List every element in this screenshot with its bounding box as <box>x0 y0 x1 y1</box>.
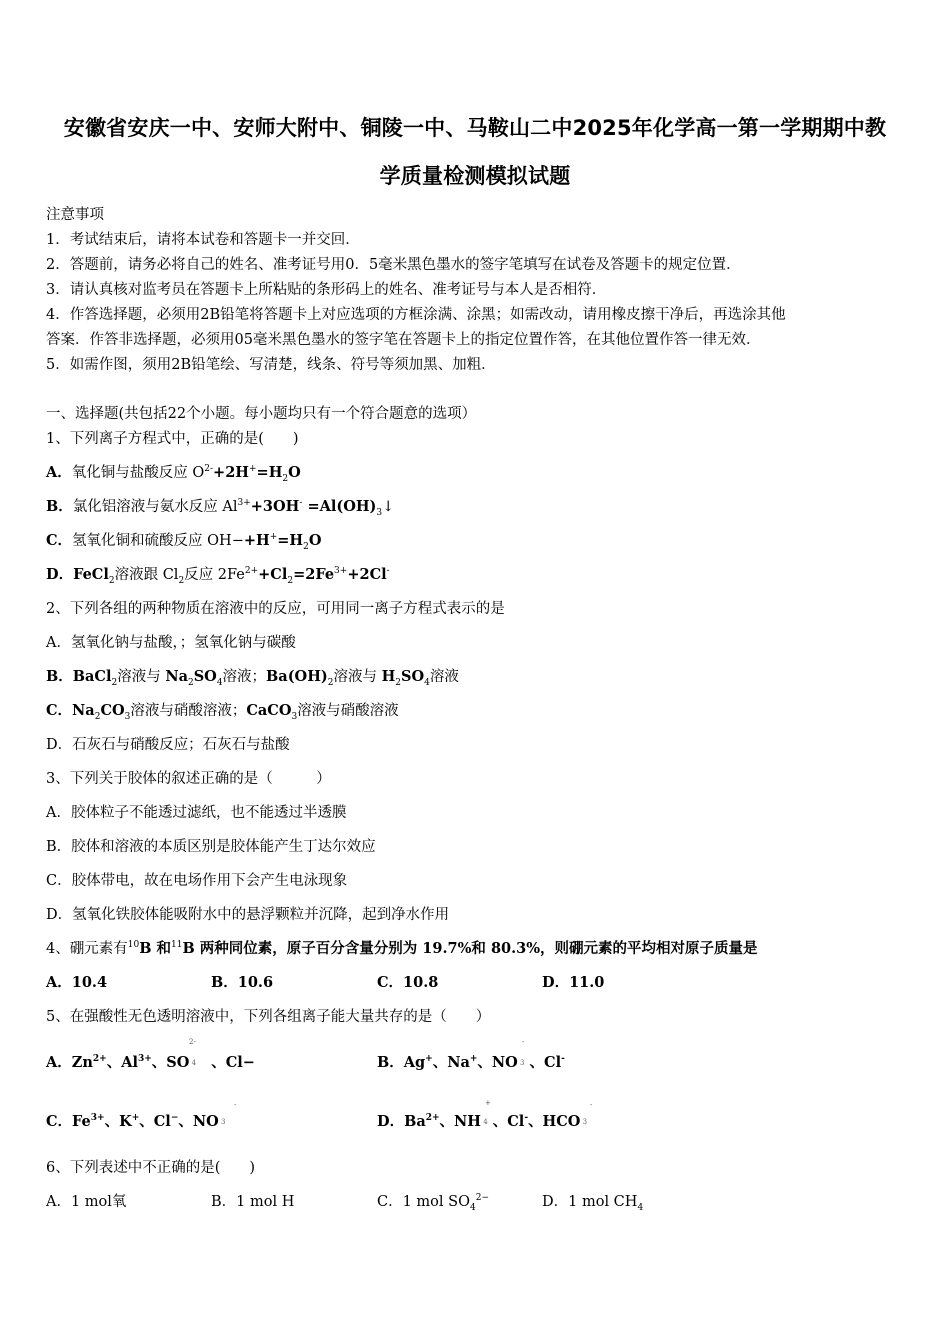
question-6-option-b: B．1 mol H <box>211 1194 295 1210</box>
so4-charge-mark: 2- <box>189 1038 196 1046</box>
question-4-stem: 4、硼元素有$^{10}$B 和$^{11}$B 两种同位素，原子百分含量分别为 19.7%和 80.3%，则硼元素的平均相对原子质量是 <box>46 940 758 957</box>
question-6-option-c: C．1 mol $SO_4^{2-}$ <box>377 1193 489 1213</box>
notice-item-3: 3．请认真核对监考员在答题卡上所粘贴的条形码上的姓名、准考证号与本人是否相符． <box>46 282 607 298</box>
notice-item-5: 答案．作答非选择题，必须用05毫米黑色墨水的签字笔在答题卡上的指定位置作答，在其他位置作答一律无效． <box>46 332 761 348</box>
question-6-option-a: A．1 mol氧 <box>46 1194 127 1210</box>
question-5-option-b: B．Ag+、Na+、NO 3 、Cl- <box>377 1054 565 1071</box>
question-4-option-c: C．10.8 <box>377 974 439 991</box>
section-heading: 一、选择题(共包括22个小题。每小题均只有一个符合题意的选项） <box>46 406 477 422</box>
question-5-option-d: D．$Ba^{2+}$、NH 4 、Cl-、HCO 3 <box>377 1113 588 1130</box>
question-5-stem: 5、在强酸性无色透明溶液中，下列各组离子能大量共存的是（ ） <box>46 1009 491 1025</box>
title-line-1: 安徽省安庆一中、安师大附中、铜陵一中、马鞍山二中2025年化学高一第一学期期中教 <box>63 116 887 140</box>
question-3-stem: 3、下列关于胶体的叙述正确的是（ ） <box>46 771 331 787</box>
question-2-option-b: B．BaCl$_2$溶液与 $Na_2SO_4$溶液；$Ba(OH)_2$溶液与 $H_2SO_4$溶液 <box>46 668 459 688</box>
notice-item-4: 4．作答选择题，必须用2B铅笔将答题卡上对应选项的方框涂满、涂黑；如需改动，请用橡皮擦干净后，再选涂其他 <box>46 307 786 323</box>
question-1-stem: 1、下列离子方程式中，正确的是( ) <box>46 431 299 447</box>
notice-heading: 注意事项 <box>46 207 104 223</box>
question-1-option-c: C．氢氧化铜和硫酸反应 $OH-+H^+=H_2O$ <box>46 532 322 552</box>
question-6-stem: 6、下列表述中不正确的是( ) <box>46 1160 256 1176</box>
title-line-2: 学质量检测模拟试题 <box>379 164 571 188</box>
notice-item-6: 5．如需作图，须用2B铅笔绘、写清楚，线条、符号等须加黑、加粗． <box>46 357 496 373</box>
question-4-option-d: D．11.0 <box>542 974 605 991</box>
question-2-stem: 2、下列各组的两种物质在溶液中的反应，可用同一离子方程式表示的是 <box>46 601 505 617</box>
question-5-option-c: C．$Fe^{3+}$、K+、Cl−、NO 3 <box>46 1113 226 1130</box>
question-3-option-b: B．胶体和溶液的本质区别是胶体能产生丁达尔效应 <box>46 839 376 855</box>
question-2-option-d: D．石灰石与硝酸反应；石灰石与盐酸 <box>46 737 290 753</box>
question-3-option-d: D．氢氧化铁胶体能吸附水中的悬浮颗粒并沉降，起到净水作用 <box>46 907 450 923</box>
question-4-option-b: B．10.6 <box>211 974 274 991</box>
question-5-option-a: A．$Zn^{2+}$、$Al^{3+}$、SO 4 、Cl− <box>46 1054 255 1071</box>
question-1-option-a: A．氧化铜与盐酸反应 $O^{2-}+2H^+=H_2O$ <box>46 464 301 484</box>
question-3-option-a: A．胶体粒子不能透过滤纸，也不能透过半透膜 <box>46 805 347 821</box>
hco3-charge-mark: - <box>590 1101 593 1109</box>
question-2-option-c: C．$Na_2CO_3$溶液与硝酸溶液；CaCO$_3$溶液与硝酸溶液 <box>46 702 399 722</box>
question-1-option-d: D．FeCl$_2$溶液跟 $Cl_2$反应 $2Fe^{2+}+Cl_2=2Fe^{3+}+2Cl^-$ <box>46 566 390 586</box>
question-2-option-a: A．氢氧化钠与盐酸，；氢氧化钠与碳酸 <box>46 635 296 651</box>
notice-item-2: 2．答题前，请务必将自己的姓名、准考证号用0．5毫米黑色墨水的签字笔填写在试卷及答题卡的规定位置． <box>46 257 741 273</box>
notice-item-1: 1．考试结束后，请将本试卷和答题卡一并交回． <box>46 232 360 248</box>
question-6-option-d: D．1 mol $CH_4$ <box>542 1194 644 1213</box>
question-4-option-a: A．10.4 <box>46 974 108 991</box>
question-3-option-c: C．胶体带电，故在电场作用下会产生电泳现象 <box>46 873 348 889</box>
question-1-option-b: B．氯化铝溶液与氨水反应 $Al^{3+}+3OH^-$ $=Al(OH)_3↓$ <box>46 498 395 518</box>
nh4-charge-mark: + <box>485 1099 491 1107</box>
no3-c-charge-mark: - <box>234 1101 237 1109</box>
no3-charge-mark: - <box>522 1038 525 1046</box>
